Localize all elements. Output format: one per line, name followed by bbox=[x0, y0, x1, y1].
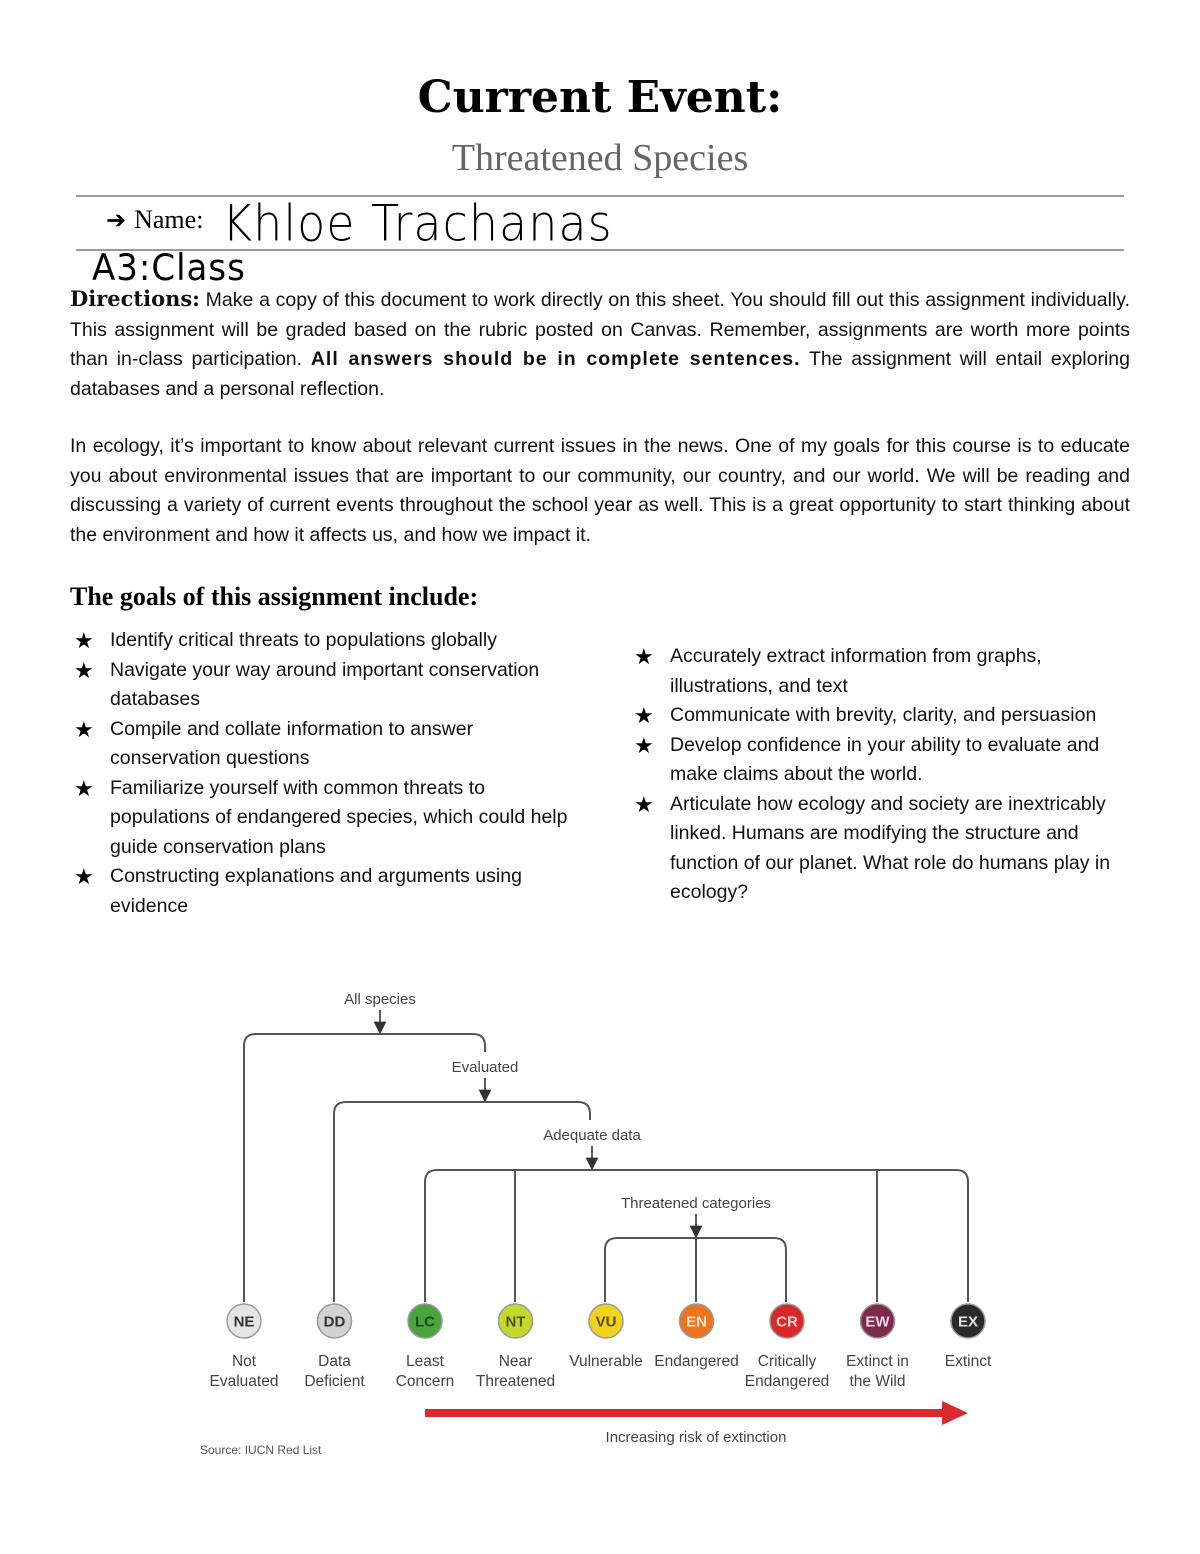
category-code: NT bbox=[505, 1313, 526, 1331]
risk-arrow-shaft bbox=[425, 1409, 945, 1417]
category-label: Least bbox=[406, 1353, 444, 1370]
category-label: Endangered bbox=[654, 1353, 739, 1370]
directions-label: Directions: bbox=[70, 286, 200, 311]
category-code: EX bbox=[957, 1313, 979, 1331]
category-label: Near bbox=[498, 1353, 533, 1370]
directions-text: Make a copy of this document to work directly on this sheet. You should fill out this assignment individually. This assignment will be graded based on the rubric posted on Canvas. Remember, assignments are worth more points than in-class participation. bbox=[70, 289, 1130, 370]
arrow-icon: ➔ bbox=[106, 208, 127, 234]
category-label: Data bbox=[318, 1353, 351, 1370]
category-label: Extinct in bbox=[846, 1353, 909, 1370]
goal-item: ★ Compile and collate information to answer conservation questions bbox=[74, 716, 474, 769]
category-dd bbox=[304, 1304, 365, 1390]
star-icon: ★ bbox=[634, 791, 654, 817]
category-nodes bbox=[210, 1304, 992, 1390]
category-code: LC bbox=[415, 1313, 435, 1331]
category-lc bbox=[396, 1304, 455, 1390]
category-nt bbox=[476, 1304, 555, 1390]
handwritten-name: Khloe Trachanas bbox=[222, 193, 613, 253]
label-adequate-data: Adequate data bbox=[543, 1127, 641, 1144]
goals-list-left bbox=[72, 626, 577, 921]
star-icon: ★ bbox=[74, 657, 94, 683]
directions-paragraph bbox=[70, 284, 1130, 404]
page-subtitle: Threatened Species bbox=[451, 137, 749, 179]
goal-item: ★ Communicate with brevity, clarity, and persuasion bbox=[632, 701, 1112, 731]
iucn-diagram-svg bbox=[190, 980, 1010, 1480]
star-icon: ★ bbox=[74, 775, 94, 801]
category-code: CR bbox=[776, 1313, 798, 1331]
category-code: NE bbox=[233, 1313, 255, 1331]
category-ex bbox=[945, 1304, 992, 1370]
category-en bbox=[654, 1304, 738, 1370]
directions-text-end: The assignment will entail exploring databases and a personal reflection. bbox=[70, 348, 1130, 400]
risk-arrow-head bbox=[942, 1401, 968, 1425]
category-code: EW bbox=[865, 1313, 890, 1331]
iucn-categories-diagram bbox=[190, 980, 1010, 1480]
category-label: Critically bbox=[757, 1353, 817, 1370]
goal-item: ★ Identify critical threats to populations globally bbox=[72, 626, 577, 656]
category-label: Evaluated bbox=[209, 1373, 279, 1390]
label-source: Source: IUCN Red List bbox=[200, 1443, 322, 1457]
page-title: Current Event: bbox=[417, 72, 783, 123]
category-label: Threatened bbox=[475, 1373, 556, 1390]
category-label: Endangered bbox=[744, 1373, 830, 1390]
star-icon: ★ bbox=[74, 716, 94, 742]
category-code: DD bbox=[323, 1313, 346, 1331]
category-code: VU bbox=[595, 1313, 617, 1331]
goal-item: ★ Constructing explanations and arguments using evidence bbox=[74, 864, 522, 917]
star-icon: ★ bbox=[634, 732, 654, 758]
category-cr bbox=[745, 1304, 829, 1390]
goals-list-right bbox=[632, 642, 1112, 908]
category-ne bbox=[210, 1304, 279, 1390]
name-label: Name: bbox=[134, 205, 204, 234]
handwritten-class: A3:Class bbox=[92, 246, 246, 290]
category-label: Concern bbox=[395, 1373, 455, 1390]
category-vu bbox=[569, 1304, 643, 1370]
category-label: the Wild bbox=[849, 1373, 906, 1390]
directions-emphasis: All answers should be in complete sentences. bbox=[310, 348, 801, 370]
star-icon: ★ bbox=[74, 628, 94, 653]
label-evaluated: Evaluated bbox=[451, 1059, 519, 1076]
category-code: EN bbox=[686, 1313, 707, 1331]
label-risk: Increasing risk of extinction bbox=[605, 1429, 787, 1446]
star-icon: ★ bbox=[74, 864, 94, 889]
goal-item: ★ Familiarize yourself with common threats to populations of endangered species, which could help guide conservation plans bbox=[74, 775, 568, 858]
label-all-species: All species bbox=[344, 991, 416, 1008]
goal-item: ★ Accurately extract information from graphs, illustrations, and text bbox=[634, 644, 1042, 697]
label-threatened-categories: Threatened categories bbox=[620, 1195, 772, 1212]
goal-item: ★ Navigate your way around important conservation databases bbox=[74, 657, 540, 710]
goal-item: ★ Articulate how ecology and society are inextricably linked. Humans are modifying the structure and function of our planet. What role do humans play in ecology? bbox=[634, 791, 1111, 903]
category-ew bbox=[846, 1304, 909, 1390]
goal-item: ★ Develop confidence in your ability to evaluate and make claims about the world. bbox=[634, 732, 1100, 785]
category-label: Vulnerable bbox=[569, 1353, 643, 1370]
intro-paragraph: In ecology, it’s important to know about relevant current issues in the news. One of my goals for this course is to educate you about environmental issues that are important to our community, our country, and our world. We will be reading and discussing a variety of current events throughout the school year as well. This is a great opportunity to start thinking about the environment and how it affects us, and how we impact it. bbox=[70, 435, 1130, 546]
goals-heading: The goals of this assignment include: bbox=[70, 582, 479, 611]
star-icon: ★ bbox=[634, 644, 654, 669]
category-label: Deficient bbox=[304, 1373, 365, 1390]
tree-lines bbox=[244, 1034, 968, 1302]
star-icon: ★ bbox=[634, 703, 654, 728]
category-label: Extinct bbox=[944, 1353, 992, 1370]
category-label: Not bbox=[231, 1353, 257, 1370]
name-field bbox=[106, 205, 203, 235]
